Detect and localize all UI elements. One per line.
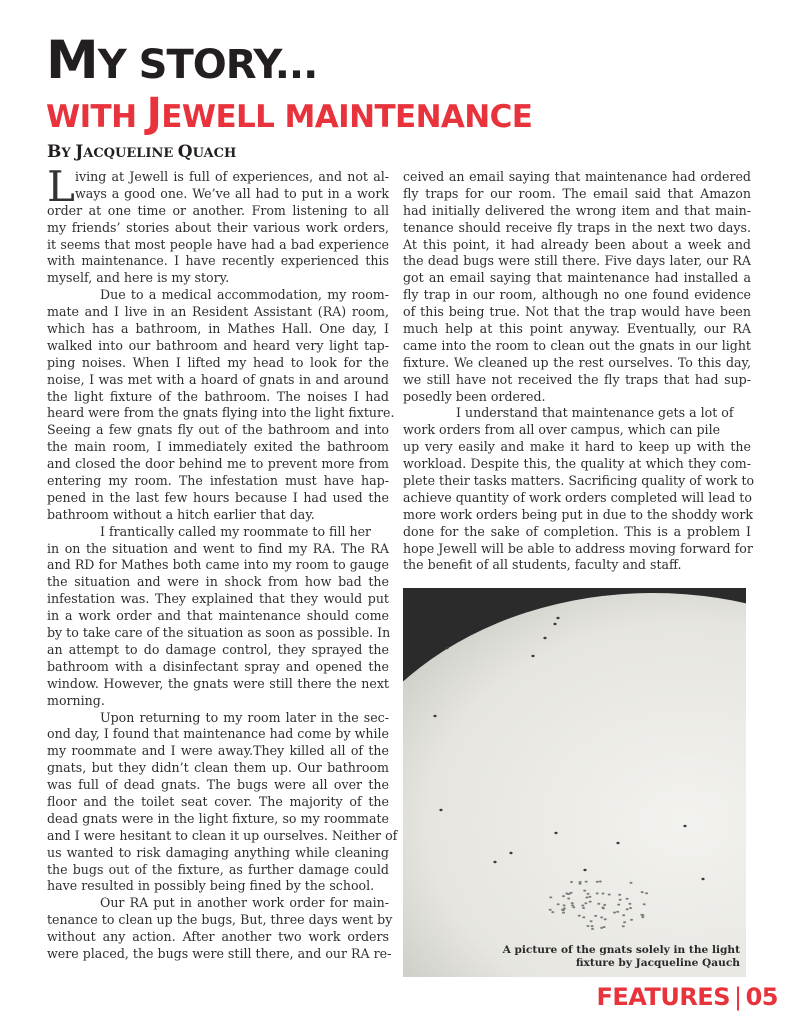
- gnat-speck: [643, 903, 646, 905]
- gnat-speck: [572, 906, 575, 908]
- gnat-speck: [549, 896, 552, 898]
- text-line: up very easily and make it hard to keep up with the: [403, 439, 751, 455]
- text-line: heard were from the gnats flying into the light fixture.: [47, 405, 395, 421]
- headline-line-2: [46, 89, 533, 137]
- gnat-speck: [591, 928, 594, 930]
- text-line: I understand that maintenance gets a lot of: [456, 405, 734, 421]
- gnat-speck: [583, 869, 586, 871]
- text-line: by to take care of the situation as soon as possible. In: [47, 625, 391, 641]
- drop-cap: L: [47, 162, 75, 211]
- photo-caption: [503, 944, 740, 970]
- text-line: work orders from all over campus, which can pile: [403, 422, 721, 438]
- text-line: an attempt to do damage control, they sprayed the: [47, 641, 389, 657]
- gnat-speck: [603, 904, 606, 906]
- gnat-speck: [433, 715, 436, 717]
- text-line: my friends’ stories about their various work orders,: [47, 219, 389, 235]
- text-line: in on the situation and went to find my RA. The RA: [47, 540, 389, 556]
- gnat-speck: [616, 911, 619, 913]
- article-column-left: [47, 162, 398, 963]
- gnat-speck: [591, 925, 594, 927]
- text-line: the benefit of all students, faculty and staff.: [403, 557, 682, 573]
- text-line: came into the room to clean out the gnats in our light: [403, 337, 751, 353]
- gnat-speck: [570, 892, 573, 894]
- article-column-right: [403, 169, 755, 574]
- gnat-speck: [578, 915, 581, 917]
- gnat-speck: [630, 882, 633, 884]
- byline-initial: Q: [177, 142, 193, 162]
- section-label: FEATURES: [596, 983, 730, 1011]
- gnat-speck: [602, 907, 605, 909]
- text-line: Seeing a few gnats fly out of the bathroom and into: [47, 422, 389, 438]
- gnats-photo: [403, 588, 746, 977]
- text-line: more work orders being put in due to the shoddy work: [403, 506, 754, 522]
- gnat-speck: [604, 918, 607, 920]
- byline-text: Y: [61, 146, 76, 161]
- text-line: my roommate and I were away.They killed all of the: [47, 743, 389, 759]
- text-line: gnats, but they didn’t clean them up. Our bathroom: [47, 760, 389, 776]
- gnat-speck: [590, 920, 593, 922]
- gnat-speck: [641, 891, 644, 893]
- text-line: got an email saying that maintenance had installed a: [403, 270, 751, 286]
- gnat-speck: [565, 893, 568, 895]
- byline-initial: B: [47, 142, 62, 162]
- text-line: and RD for Mathes both came into my room to gauge: [47, 557, 389, 573]
- text-line: the bugs out of the fixture, as further damage could: [47, 861, 389, 877]
- text-line: bathroom without a hitch earlier that day.: [47, 506, 315, 522]
- separator: |: [734, 983, 742, 1011]
- gnat-speck: [588, 896, 591, 898]
- gnat-speck: [596, 892, 599, 894]
- text-line: walked into our bathroom and heard very light tap-: [47, 337, 389, 353]
- gnat-speck: [603, 926, 606, 928]
- text-line: us wanted to risk damaging anything while cleaning: [47, 844, 389, 860]
- text-line: fixture. We cleaned up the rest ourselves. To this day,: [403, 354, 751, 370]
- text-line: window. However, the gnats were still there the next: [47, 675, 389, 691]
- text-line: order at one time or another. From listening to all: [47, 202, 389, 218]
- gnat-speck: [623, 921, 626, 923]
- text-line: Due to a medical accommodation, my room-: [100, 287, 389, 303]
- text-line: with maintenance. I have recently experienced this: [47, 253, 389, 269]
- text-line: pened in the last few hours because I had used the: [47, 489, 389, 505]
- gnat-speck: [596, 881, 599, 883]
- text-line: floor and the toilet seat cover. The majority of the: [47, 793, 389, 809]
- text-line: we still have not received the fly traps that had sup-: [403, 371, 751, 387]
- gnat-speck: [585, 881, 588, 883]
- gnat-speck: [562, 912, 565, 914]
- gnat-speck: [543, 637, 546, 639]
- text-line: ping noises. When I lifted my head to look for the: [47, 354, 389, 370]
- gnat-speck: [445, 647, 448, 649]
- text-line: the dead bugs were still there. Five days later, our RA: [403, 253, 751, 269]
- gnat-speck: [701, 878, 704, 880]
- text-line: myself, and here is my story.: [47, 270, 230, 286]
- gnat-speck: [570, 881, 573, 883]
- gnat-speck: [581, 905, 584, 907]
- text-line: noise, I was met with a hoard of gnats in and around: [47, 371, 389, 387]
- text-line: without any action. After another two work orders: [47, 929, 389, 945]
- gnat-speck: [617, 904, 620, 906]
- text-line: achieve quantity of work orders completed will lead to: [403, 489, 752, 505]
- text-line: Upon returning to my room later in the sec-: [100, 709, 389, 725]
- gnat-speck: [583, 890, 586, 892]
- byline-text: ACQUELINE: [83, 146, 178, 161]
- caption-line: fixture by Jacqueline Qauch: [575, 957, 740, 969]
- gnat-speck: [493, 861, 496, 863]
- gnat-speck: [582, 907, 585, 909]
- gnat-speck: [579, 881, 582, 883]
- text-line: was full of dead gnats. The bugs were all over the: [47, 777, 389, 793]
- page-number: 05: [745, 983, 778, 1011]
- gnat-speck: [622, 914, 625, 916]
- gnat-speck: [571, 904, 574, 906]
- gnat-speck: [630, 919, 633, 921]
- text-line: in a work order and that maintenance should come: [47, 608, 389, 624]
- text-line: tenance should receive fly traps in the next two days.: [403, 219, 751, 235]
- text-line: were placed, the bugs were still there, and our RA re-: [47, 945, 392, 961]
- text-line: tenance to clean up the bugs, But, three days went by: [47, 912, 393, 928]
- text-line: have resulted in possibly being fined by the school.: [47, 878, 375, 894]
- text-line: At this point, it had already been about a week and: [403, 236, 751, 252]
- text-line: the main room, I immediately exited the bathroom: [47, 439, 389, 455]
- text-line: bathroom with a disinfectant spray and opened the: [47, 658, 389, 674]
- headline-lead: WITH: [46, 99, 147, 135]
- text-line: hope Jewell will be able to address moving forward for: [403, 540, 753, 556]
- gnat-speck: [557, 903, 560, 905]
- headline-line-1: [46, 30, 318, 91]
- text-line: had initially delivered the wrong item and that main-: [403, 202, 751, 218]
- headline-initial: M: [46, 30, 98, 91]
- text-line: ceived an email saying that maintenance had ordered: [403, 169, 751, 184]
- text-line: the light fixture of the bathroom. The noises I had: [47, 388, 389, 404]
- gnat-speck: [641, 914, 644, 916]
- text-line: workload. Despite this, the quality at which they com-: [403, 456, 751, 472]
- text-line: I frantically called my roommate to fill her: [100, 523, 372, 539]
- byline-initial: J: [75, 142, 84, 162]
- text-line: and I were hesitant to clean it up ourselves. Neither of: [47, 827, 398, 843]
- gnat-speck: [594, 915, 597, 917]
- gnat-speck: [616, 842, 619, 844]
- text-line: which has a bathroom, in Mathes Hall. One day, I: [47, 321, 389, 337]
- text-line: the situation and were in shock from how bad the: [47, 574, 389, 590]
- gnat-speck: [562, 909, 565, 911]
- gnat-speck: [554, 832, 557, 834]
- text-line: ways a good one. We’ve all had to put in a work: [75, 185, 389, 201]
- light-fixture-image: [403, 588, 746, 977]
- gnat-speck: [563, 904, 566, 906]
- gnat-speck: [582, 916, 585, 918]
- gnat-speck: [585, 897, 588, 899]
- gnat-speck: [641, 916, 644, 918]
- gnat-speck: [556, 617, 559, 619]
- text-line: morning.: [47, 692, 105, 708]
- text-line: done for the sake of completion. This is a problem I: [403, 523, 751, 539]
- gnat-speck: [567, 898, 570, 900]
- gnat-speck: [602, 893, 605, 895]
- text-line: mate and I live in an Resident Assistant (RA) room,: [47, 304, 389, 320]
- gnat-speck: [600, 916, 603, 918]
- gnat-speck: [622, 925, 625, 927]
- gnat-speck: [626, 908, 629, 910]
- gnat-speck: [608, 894, 611, 896]
- gnat-speck: [584, 902, 587, 904]
- gnat-speck: [571, 902, 574, 904]
- gnat-speck: [597, 903, 600, 905]
- gnat-speck: [509, 852, 512, 854]
- text-line: of this being true. Not that the trap would have been: [403, 304, 751, 320]
- headline-initial-2: J: [146, 89, 162, 137]
- gnat-speck: [619, 899, 622, 901]
- gnat-speck: [551, 911, 554, 913]
- text-line: infestation was. They explained that they would put: [47, 591, 389, 607]
- gnat-speck: [645, 892, 648, 894]
- gnat-speck: [589, 901, 592, 903]
- text-line: Our RA put in another work order for main-: [100, 895, 389, 911]
- gnat-speck: [618, 894, 621, 896]
- gnat-speck: [683, 825, 686, 827]
- text-line: iving at Jewell is full of experiences, and not al-: [75, 169, 389, 184]
- text-line: it seems that most people have had a bad experience: [47, 236, 389, 252]
- gnat-speck: [599, 881, 602, 883]
- headline-rest: Y STORY...: [97, 42, 318, 88]
- gnat-speck: [553, 623, 556, 625]
- headline-rest-2: EWELL MAINTENANCE: [161, 99, 533, 135]
- gnat-speck: [563, 907, 566, 909]
- gnat-speck: [439, 809, 442, 811]
- byline: [47, 144, 236, 161]
- text-line: plete their tasks matters. Sacrificing quality of work to: [403, 473, 755, 489]
- text-line: ond day, I found that maintenance had come by while: [47, 726, 389, 742]
- gnat-speck: [586, 925, 589, 927]
- text-line: fly trap in our room, although no one found evidence: [403, 287, 751, 303]
- gnat-speck: [626, 898, 629, 900]
- caption-line: A picture of the gnats solely in the light: [502, 944, 740, 956]
- gnat-speck: [629, 907, 632, 909]
- text-line: posedly been ordered.: [403, 388, 546, 404]
- gnat-speck: [531, 655, 534, 657]
- gnat-speck: [587, 893, 590, 895]
- gnat-speck: [628, 903, 631, 905]
- text-line: much help at this point anyway. Eventually, our RA: [403, 321, 751, 337]
- text-line: fly traps for our room. The email said that Amazon: [403, 185, 751, 201]
- text-line: and closed the door behind me to prevent more from: [47, 456, 389, 472]
- byline-text: UACH: [192, 146, 237, 161]
- gnat-speck: [562, 895, 565, 897]
- gnat-speck: [549, 909, 552, 911]
- text-line: dead gnats were in the light fixture, so my roommate: [47, 810, 389, 826]
- page-footer: [596, 983, 778, 1011]
- text-line: entering my room. The infestation must have hap-: [47, 473, 389, 489]
- gnat-speck: [613, 912, 616, 914]
